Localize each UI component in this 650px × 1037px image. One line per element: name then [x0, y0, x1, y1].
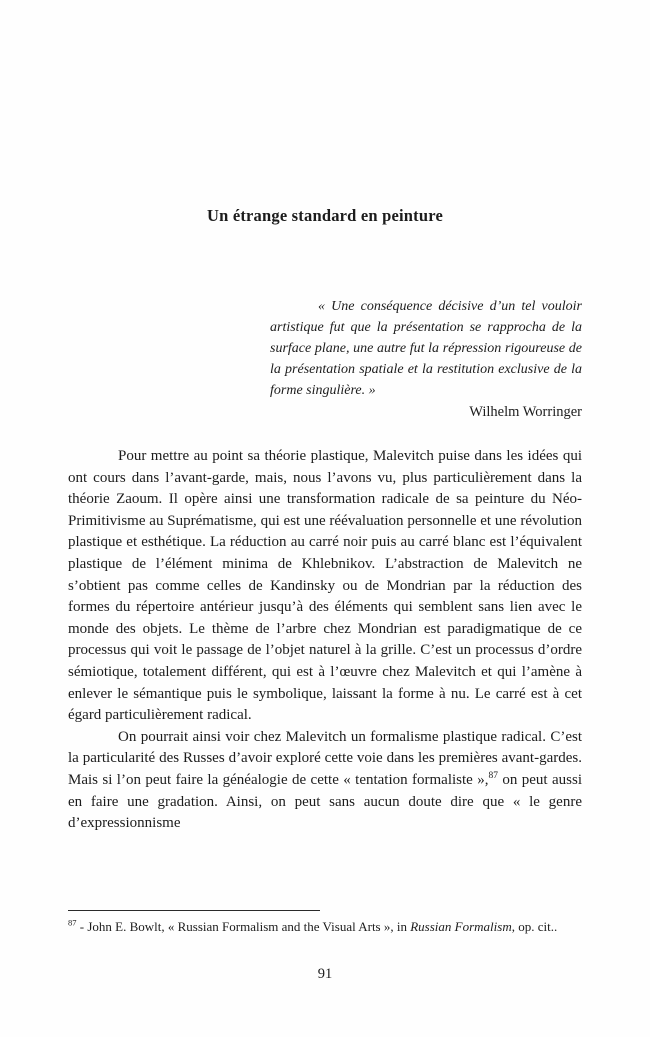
epigraph-attribution: Wilhelm Worringer — [469, 404, 582, 420]
paragraph-2-text-continued: on peut aussi en faire une gradation. Ainsi, on peut sans aucun doute dire que « le genre d’expressionnisme — [68, 771, 582, 832]
chapter-title: Un étrange standard en peinture — [207, 206, 443, 225]
paragraph-1: Pour mettre au point sa théorie plastique, Malevitch puise dans les idées qui ont cours dans l’avant-garde, mais, nous l’avons vu, plus particulièrement dans la théorie Zaoum. Il opère ainsi une transformation radicale de sa peinture du Néo-Primitivisme au Suprématisme, qui est une réévaluation personnelle et une révolution plastique et esthétique. La réduction au carré noir puis au carré blanc est l’équivalent plastique de l’élément minima de Khlebnikov. L’abstraction de Malevitch ne s’obtient pas comme celles de Kandinsky ou de Mondrian par la réduction des formes du répertoire antérieur jusqu’à des éléments qui semblent sans lien avec le monde des objets. Le thème de l’arbre chez Mondrian est paradigmatique de ce processus qui voit le passage de l’objet naturel à la grille. C’est un processus d’ordre sémiotique, totalement différent, qui est à l’œuvre chez Malevitch et qui l’amène à enlever le sémantique puis le symbolique, laissant la forme à nu. Le carré est à cet égard particulièrement radical. — [68, 448, 582, 724]
footnote-italic-title: Russian Formalism — [410, 919, 512, 934]
epigraph — [270, 296, 582, 423]
footnote-marker: 87 — [68, 917, 77, 928]
footnote-87 — [68, 918, 582, 936]
epigraph-quote: « Une conséquence décisive d’un tel vouloir artistique fut que la présentation se rapprocha de la surface plane, une autre fut la répression rigoureuse de la présentation spatiale et la restitution exclusive de la forme singulière. » — [270, 299, 582, 398]
footnote-separator-rule — [68, 910, 320, 911]
footnote-text: - John E. Bowlt, « Russian Formalism and the Visual Arts », in — [76, 919, 411, 934]
footnote-reference-87: 87 — [488, 770, 498, 781]
footnote-text-end: , op. cit.. — [511, 919, 558, 934]
page-number: 91 — [317, 966, 333, 982]
footnote-area — [68, 910, 582, 936]
paragraph-2 — [68, 727, 582, 835]
paragraph-2-text: On pourrait ainsi voir chez Malevitch un formalisme plastique radical. C’est la particularité des Russes d’avoir exploré cette voie dans les premières avant-gardes. Mais si l’on peut faire la généalogie de cette « tentation formaliste », — [68, 728, 582, 788]
